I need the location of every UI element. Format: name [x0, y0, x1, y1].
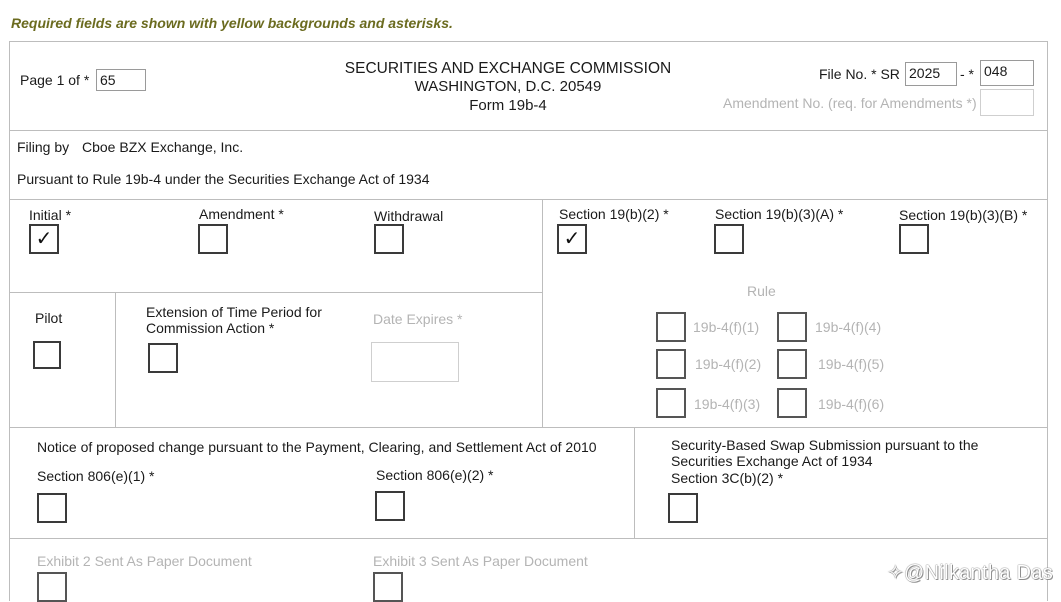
- section-806e1-checkbox[interactable]: [37, 493, 67, 523]
- section-806e2-checkbox[interactable]: [375, 491, 405, 521]
- divider: [9, 427, 1048, 428]
- section-19b3a-label: Section 19(b)(3)(A) *: [715, 206, 844, 222]
- rule-f2-label: 19b-4(f)(2): [695, 356, 762, 372]
- divider: [9, 292, 542, 293]
- rule-title: Rule: [747, 283, 776, 299]
- form-name: Form 19b-4: [469, 97, 547, 114]
- pilot-checkbox[interactable]: [33, 341, 61, 369]
- rule-f5-label: 19b-4(f)(5): [818, 356, 885, 372]
- watermark: ✧@Nilkantha Das: [886, 562, 1053, 584]
- filing-by-label: Filing by: [17, 139, 70, 155]
- swap-line-3: Section 3C(b)(2) *: [671, 470, 784, 486]
- divider: [115, 292, 116, 427]
- page-total-field[interactable]: 65: [96, 69, 146, 91]
- rule-f3-checkbox[interactable]: [656, 388, 686, 418]
- title-line-2: WASHINGTON, D.C. 20549: [414, 78, 602, 95]
- divider: [542, 199, 543, 427]
- initial-label: Initial *: [29, 207, 72, 223]
- section-806e1-label: Section 806(e)(1) *: [37, 468, 155, 484]
- amendment-checkbox[interactable]: [198, 224, 228, 254]
- date-expires-label: Date Expires *: [373, 311, 463, 327]
- withdrawal-label: Withdrawal: [374, 208, 444, 224]
- exhibit-3-checkbox[interactable]: [373, 572, 403, 602]
- swap-line-1: Security-Based Swap Submission pursuant to the: [671, 437, 979, 453]
- swap-line-2: Securities Exchange Act of 1934: [671, 453, 873, 469]
- rule-f4-checkbox[interactable]: [777, 312, 807, 342]
- rule-f1-label: 19b-4(f)(1): [693, 319, 760, 335]
- section-19b2-checkbox[interactable]: [557, 224, 587, 254]
- extension-label-2: Commission Action *: [146, 320, 275, 336]
- pilot-label: Pilot: [35, 310, 63, 326]
- amendment-number-field[interactable]: [980, 89, 1034, 116]
- amendment-label: Amendment No. (req. for Amendments *): [723, 95, 977, 111]
- required-fields-notice: Required fields are shown with yellow backgrounds and asterisks.: [11, 15, 453, 31]
- title-line-1: SECURITIES AND EXCHANGE COMMISSION: [344, 60, 672, 77]
- extension-checkbox[interactable]: [148, 343, 178, 373]
- divider: [9, 199, 1048, 200]
- file-number-field[interactable]: 048: [980, 60, 1034, 86]
- rule-f4-label: 19b-4(f)(4): [815, 319, 882, 335]
- withdrawal-checkbox[interactable]: [374, 224, 404, 254]
- file-separator: - *: [960, 66, 974, 82]
- extension-label-1: Extension of Time Period for: [146, 304, 322, 320]
- section-806e2-label: Section 806(e)(2) *: [376, 467, 494, 483]
- exhibit-2-checkbox[interactable]: [37, 572, 67, 602]
- filing-by-value: Cboe BZX Exchange, Inc.: [82, 139, 244, 155]
- rule-f2-checkbox[interactable]: [656, 349, 686, 379]
- rule-f6-label: 19b-4(f)(6): [818, 396, 885, 412]
- checkmark-icon: ✓: [35, 228, 53, 250]
- rule-f1-checkbox[interactable]: [656, 312, 686, 342]
- rule-f5-checkbox[interactable]: [777, 349, 807, 379]
- exhibit-2-label: Exhibit 2 Sent As Paper Document: [37, 553, 252, 569]
- rule-f6-checkbox[interactable]: [777, 388, 807, 418]
- checkmark-icon: ✓: [563, 228, 581, 250]
- divider: [9, 130, 1048, 131]
- date-expires-field[interactable]: [371, 342, 459, 382]
- amendment-option-label: Amendment *: [199, 206, 284, 222]
- divider: [634, 427, 635, 538]
- rule-f3-label: 19b-4(f)(3): [694, 396, 761, 412]
- file-year-field[interactable]: 2025: [905, 62, 957, 86]
- initial-checkbox[interactable]: [29, 224, 59, 254]
- payment-act-title: Notice of proposed change pursuant to the Payment, Clearing, and Settlement Act of 2010: [37, 439, 597, 455]
- section-19b3b-checkbox[interactable]: [899, 224, 929, 254]
- exhibit-3-label: Exhibit 3 Sent As Paper Document: [373, 553, 588, 569]
- section-3cb2-checkbox[interactable]: [668, 493, 698, 523]
- section-19b2-label: Section 19(b)(2) *: [559, 206, 669, 222]
- section-19b3b-label: Section 19(b)(3)(B) *: [899, 207, 1028, 223]
- page-label: Page 1 of *: [20, 72, 90, 88]
- divider: [9, 538, 1048, 539]
- file-no-label: File No. * SR: [819, 66, 900, 82]
- section-19b3a-checkbox[interactable]: [714, 224, 744, 254]
- pursuant-rule-text: Pursuant to Rule 19b-4 under the Securities Exchange Act of 1934: [17, 171, 430, 187]
